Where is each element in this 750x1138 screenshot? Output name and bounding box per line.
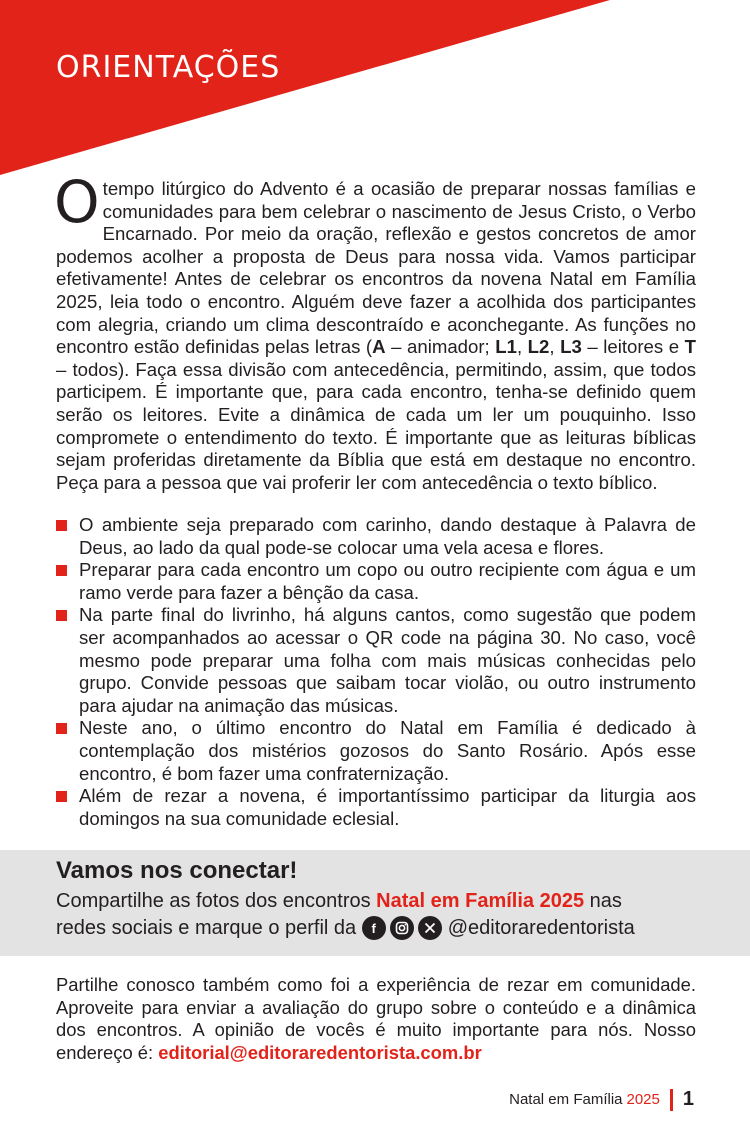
role-leitor-3: L3 — [560, 336, 582, 358]
list-item — [56, 717, 696, 785]
role-leitor-1: L1 — [495, 336, 517, 358]
bullet-square-icon — [56, 723, 67, 734]
list-item — [56, 559, 696, 604]
campaign-name: Natal em Família 2025 — [376, 890, 585, 912]
connect-text-suffix: nas — [584, 890, 622, 912]
drop-cap: O — [54, 168, 100, 236]
bullet-square-icon — [56, 791, 67, 802]
contact-email[interactable]: editorial@editoraredentorista.com.br — [158, 1041, 482, 1063]
list-item-text: Além de rezar a novena, é importantíssimo participar da liturgia aos domingos na sua comunidade eclesial. — [79, 785, 696, 829]
intro-text: , — [549, 336, 561, 358]
connect-text — [56, 890, 622, 913]
list-item — [56, 604, 696, 717]
role-todos: T — [684, 336, 696, 358]
header-banner — [0, 0, 750, 175]
list-item-text: Preparar para cada encontro um copo ou outro recipiente com água e um ramo verde para fazer a bênção da casa. — [79, 559, 696, 603]
outro-text: Partilhe conosco também como foi a experiência de rezar em comunidade. Aproveite para enviar a avaliação do grupo sobre o conteúdo e a dinâmica dos encontros. A opinião de vocês é muito importante para nós. Nosso endereço é: — [56, 974, 696, 1063]
page-title: ORIENTAÇÕES — [56, 50, 281, 85]
instagram-icon[interactable] — [390, 916, 414, 940]
list-item-text: O ambiente seja preparado com carinho, dando destaque à Palavra de Deus, ao lado da qual pode-se colocar uma vela acesa e flores. — [79, 514, 696, 558]
role-leitor-2: L2 — [527, 336, 550, 358]
connect-title: Vamos nos conectar! — [56, 857, 298, 884]
intro-paragraph — [54, 168, 696, 494]
list-item — [56, 785, 696, 830]
connect-social-line — [56, 916, 635, 940]
list-item — [56, 514, 696, 559]
social-handle[interactable]: @editoraredentorista — [447, 916, 635, 939]
bullet-square-icon — [56, 520, 67, 531]
outro-paragraph — [56, 974, 696, 1064]
guidance-list — [56, 514, 696, 830]
footer-label: Natal em Família — [509, 1091, 623, 1108]
intro-text: – animador; — [385, 336, 496, 358]
connect-text-prefix: redes sociais e marque o perfil da — [56, 916, 362, 939]
intro-text: , — [516, 336, 528, 358]
page-footer — [509, 1088, 694, 1111]
facebook-icon[interactable]: f — [362, 916, 386, 940]
intro-text: – leitores e — [581, 336, 685, 358]
x-icon[interactable] — [418, 916, 442, 940]
list-item-text: Na parte final do livrinho, há alguns cantos, como sugestão que podem ser acompanhados ao acessar o QR code na página 30. No caso, você mesmo pode preparar uma folha com mais músicas conhecidas pelo grupo. Convide pessoas que saibam tocar violão, ou outro instrumento para ajudar na animação das músicas. — [79, 604, 696, 716]
footer-divider — [670, 1089, 673, 1111]
page-number: 1 — [682, 1088, 694, 1110]
list-item-text: Neste ano, o último encontro do Natal em Família é dedicado à contemplação dos mistérios gozosos do Santo Rosário. Após esse encontro, é bom fazer uma confraternização. — [79, 717, 696, 784]
bullet-square-icon — [56, 610, 67, 621]
footer-year: 2025 — [626, 1091, 660, 1108]
bullet-square-icon — [56, 565, 67, 576]
role-animador: A — [372, 336, 386, 358]
intro-text: tempo litúrgico do Advento é a ocasião de preparar nossas famílias e comunidades para bem celebrar o nascimento de Jesus Cristo, o Verbo Encarnado. Por meio da oração, reflexão e gestos concretos de amor podemos acolher a proposta de Deus para nossa vida. Vamos participar efetivamente! Antes de celebrar os encontros da novena Natal em Família 2025, leia todo o encontro. Alguém deve fazer a acolhida dos participantes com alegria, criando um clima descontraído e aconchegante. As funções no encontro estão definidas pelas letras ( — [56, 178, 696, 358]
connect-text-prefix: Compartilhe as fotos dos encontros — [56, 890, 377, 912]
intro-text: – todos). Faça essa divisão com antecedência, permitindo, assim, que todos participem. É importante que, para cada encontro, tenha-se definido quem serão os leitores. Evite a dinâmica de cada um ler um pouquinho. Isso compromete o entendimento do texto. É importante que as leituras bíblicas sejam proferidas diretamente da Bíblia que está em destaque no encontro. Peça para a pessoa que vai proferir ler com antecedência o texto bíblico. — [56, 358, 696, 493]
